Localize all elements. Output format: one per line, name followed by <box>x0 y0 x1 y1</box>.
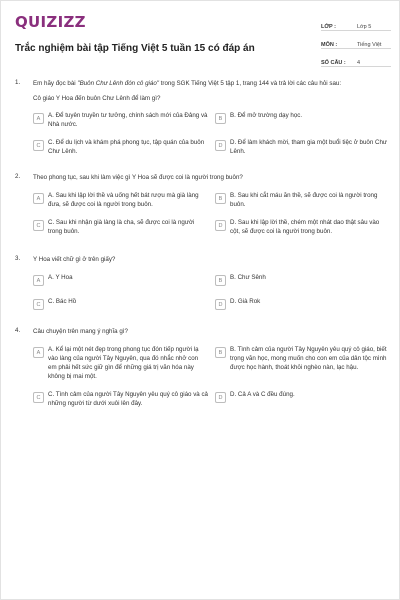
option-d[interactable] <box>215 391 397 409</box>
option-text: A. Sau khi lập lời thề và uống hết bát rượu mà già làng đưa, sẽ được coi là người trong buôn. <box>48 192 199 209</box>
question-list <box>15 79 387 437</box>
option-letter-box: C <box>33 220 44 231</box>
option-letter-box: A <box>33 275 44 286</box>
option-letter-box: A <box>33 347 44 358</box>
option-grid <box>33 346 387 409</box>
meta-label: SỐ CÂU : <box>321 60 346 66</box>
option-text: C. Sau khi nhận già làng là cha, sẽ được coi là người trong buôn. <box>48 219 195 236</box>
option-text: B. Để mở trường dạy học. <box>230 112 303 120</box>
option-letter-box: B <box>215 193 226 204</box>
meta-row-count <box>321 53 391 67</box>
option-text: C. Để du lịch và khám phá phong tục, tập quán của buôn Chư Lênh. <box>48 139 205 156</box>
option-text: D. Cả A và C đều đúng. <box>230 391 295 399</box>
option-text: C. Tình cảm của người Tây Nguyên yêu quý cô giáo và cả những người từ dưới xuôi lên đây. <box>48 391 208 408</box>
option-text: B. Chư Sênh <box>230 274 266 282</box>
question-subtext: Cô giáo Y Hoa đến buôn Chư Lênh để làm gì? <box>33 95 161 103</box>
question-3 <box>15 255 387 327</box>
question-2 <box>15 173 387 255</box>
option-letter-box: D <box>215 140 226 151</box>
option-letter-box: D <box>215 220 226 231</box>
option-d[interactable] <box>215 139 397 157</box>
option-letter-box: B <box>215 113 226 124</box>
option-letter-box: B <box>215 347 226 358</box>
meta-row-subject <box>321 35 391 49</box>
meta-row-class <box>321 17 391 31</box>
option-letter-box: A <box>33 113 44 124</box>
option-letter-box: D <box>215 392 226 403</box>
option-d[interactable] <box>215 219 397 237</box>
question-4 <box>15 327 387 437</box>
meta-value: 4 <box>357 60 361 66</box>
option-letter-box: C <box>33 140 44 151</box>
option-b[interactable] <box>215 112 397 130</box>
question-text-part: trong SGK Tiếng Việt 5 tập 1, trang 144 và trả lời các câu hỏi sau: <box>158 80 342 87</box>
option-c[interactable] <box>33 391 215 409</box>
option-c[interactable] <box>33 298 215 310</box>
option-text: D. Để làm khách mời, tham gia một buổi tiệc ở buôn Chư Lênh. <box>230 139 388 156</box>
meta-panel <box>321 17 391 71</box>
option-c[interactable] <box>33 139 215 157</box>
option-text: D. Sau khi lập lời thề, chém một nhát dao thật sâu vào cột, sẽ được coi là người trong buôn. <box>230 219 380 236</box>
worksheet-title: Trắc nghiệm bài tập Tiếng Việt 5 tuần 15 có đáp án <box>15 43 255 54</box>
option-letter-box: C <box>33 299 44 310</box>
meta-label: LỚP : <box>321 24 336 30</box>
option-b[interactable] <box>215 192 397 210</box>
option-grid <box>33 274 387 310</box>
option-text: C. Bác Hồ <box>48 298 77 306</box>
option-b[interactable] <box>215 346 397 382</box>
option-letter-box: A <box>33 193 44 204</box>
worksheet-header <box>15 13 387 71</box>
option-letter-box: D <box>215 299 226 310</box>
option-text: A. Kể lại một nét đẹp trong phong tục đón tiếp người lạ vào làng của người Tây Nguyên, qua đó nhắc nhở con em phải hết sức giữ gìn để những giá trị văn hóa này không bị mai một. <box>48 346 199 381</box>
option-d[interactable] <box>215 298 397 310</box>
option-a[interactable] <box>33 192 215 210</box>
meta-value: Lớp 5 <box>357 24 372 30</box>
meta-label: MÔN : <box>321 42 338 48</box>
option-c[interactable] <box>33 219 215 237</box>
option-text: A. Y Hoa <box>48 274 73 282</box>
question-text: Theo phong tục, sau khi làm việc gì Y Hoa sẽ được coi là người trong buôn? <box>33 174 243 181</box>
meta-value: Tiếng Việt <box>357 42 382 48</box>
option-a[interactable] <box>33 274 215 286</box>
option-text: B. Tình cảm của người Tây Nguyên yêu quý cô giáo, biết trọng văn học, mong muốn cho con em của dân tộc mình được học hành, thoát khỏi nghèo nàn, lạc hậu. <box>230 346 387 372</box>
option-a[interactable] <box>33 112 215 130</box>
question-number: 1. <box>15 79 21 86</box>
option-grid <box>33 112 387 157</box>
option-b[interactable] <box>215 274 397 286</box>
option-a[interactable] <box>33 346 215 382</box>
question-text-part: Em hãy đọc bài <box>33 80 78 87</box>
option-text: A. Để tuyên truyền tư tưởng, chính sách mới của Đảng và Nhà nước. <box>48 112 208 129</box>
option-text: D. Già Rok <box>230 298 261 306</box>
quizizz-logo: QUIZIZZ <box>15 13 86 31</box>
option-grid <box>33 192 387 237</box>
question-1 <box>15 79 387 173</box>
question-text: Câu chuyện trên mang ý nghĩa gì? <box>33 328 128 335</box>
question-text: Y Hoa viết chữ gì ở trên giấy? <box>33 256 116 263</box>
question-number: 2. <box>15 173 21 180</box>
question-text <box>33 79 387 88</box>
question-number: 3. <box>15 255 21 262</box>
option-text: B. Sau khi cắt máu ăn thề, sẽ được coi là người trong buôn. <box>230 192 378 209</box>
option-letter-box: C <box>33 392 44 403</box>
reading-title: "Buôn Chư Lênh đón cô giáo" <box>77 80 159 87</box>
question-number: 4. <box>15 327 21 334</box>
option-letter-box: B <box>215 275 226 286</box>
